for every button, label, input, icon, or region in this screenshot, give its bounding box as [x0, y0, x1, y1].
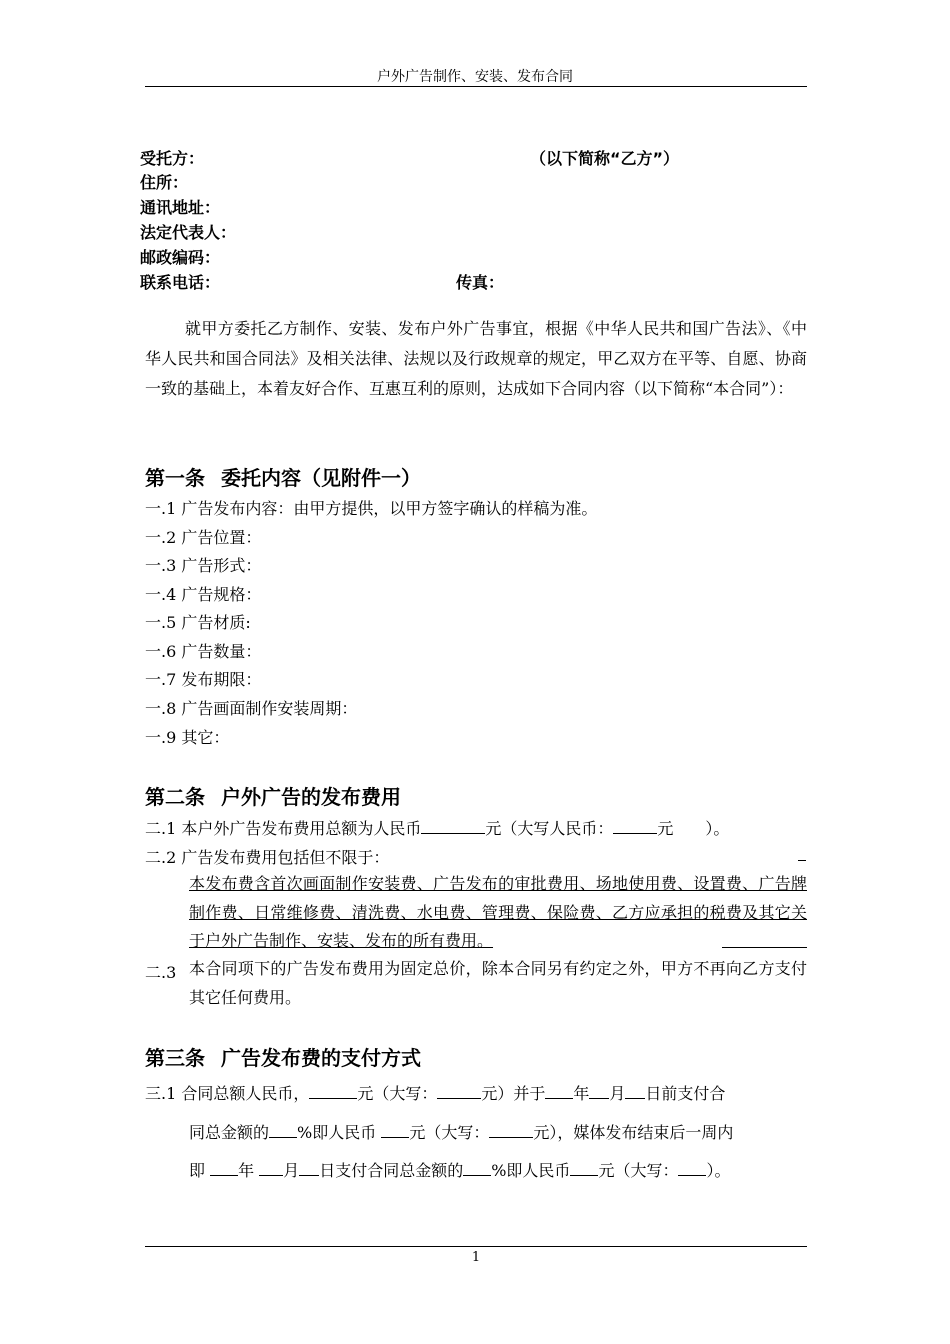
- short-name-note: （以下简称“乙方”）: [530, 149, 680, 168]
- text-segment: 日前支付合: [645, 1084, 726, 1103]
- phone-label: 联系电话：: [140, 273, 221, 292]
- article2-item3-label: 二.3: [145, 963, 177, 982]
- text-segment: 元）并于: [481, 1084, 546, 1103]
- text-segment: 同总金额的: [189, 1123, 270, 1142]
- text-segment: 元），媒体发布结束后一周内: [533, 1123, 734, 1142]
- fill-blank: [299, 1158, 319, 1176]
- article1-number: 第一条: [145, 466, 205, 490]
- header-rule: [145, 86, 807, 87]
- list-item: 一.9 其它：: [145, 728, 230, 747]
- underline-mark: [722, 947, 807, 948]
- amount-words-blank: [613, 816, 657, 834]
- amount-blank: [421, 816, 485, 834]
- article2-heading: [145, 781, 401, 810]
- article1-heading: [145, 462, 421, 491]
- fill-blank: [210, 1158, 238, 1176]
- article3-line2: [189, 1120, 733, 1143]
- article2-number: 第二条: [145, 785, 205, 809]
- article2-item3: 本合同项下的广告发布费用为固定总价，除本合同另有约定之外，甲方不再向乙方支付其它任何费用。: [189, 959, 807, 1007]
- article3-number: 第三条: [145, 1046, 205, 1070]
- text-segment: 元（大写：: [409, 1123, 490, 1142]
- text-segment: 三.1 合同总额人民币，: [145, 1084, 310, 1103]
- text-segment: %即人民币: [491, 1161, 571, 1180]
- list-item: 一.4 广告规格：: [145, 585, 262, 604]
- item1-mid: 元（大写人民币：: [485, 819, 614, 838]
- fill-blank: [570, 1158, 598, 1176]
- article2-item2: 二.2 广告发布费用包括但不限于：: [145, 848, 390, 867]
- fill-blank: [259, 1158, 283, 1176]
- text-segment: 即: [189, 1161, 211, 1180]
- footer-rule: [145, 1246, 807, 1247]
- text-segment: 元（大写：: [357, 1084, 438, 1103]
- fill-blank: [463, 1158, 491, 1176]
- document-title: 户外广告制作、安装、发布合同: [377, 69, 573, 85]
- article3-title: 广告发布费的支付方式: [221, 1046, 421, 1070]
- fax-label: 传真：: [456, 273, 505, 292]
- fill-blank: [437, 1081, 481, 1099]
- fill-blank: [625, 1081, 645, 1099]
- fill-blank: [381, 1120, 409, 1138]
- article3-line1: [145, 1081, 725, 1104]
- fill-blank: [678, 1158, 706, 1176]
- text-segment: 日支付合同总金额的: [319, 1161, 464, 1180]
- text-segment: 月: [609, 1084, 626, 1103]
- text-segment: 月: [283, 1161, 300, 1180]
- list-item: 一.6 广告数量：: [145, 642, 262, 661]
- article3-line3: [189, 1158, 730, 1181]
- text-segment: ）。: [706, 1161, 731, 1180]
- list-item: 一.8 广告画面制作安装周期：: [145, 699, 358, 718]
- underline-mark: [798, 860, 806, 861]
- fill-blank: [269, 1120, 297, 1138]
- intro-paragraph: 就甲方委托乙方制作、安装、发布户外广告事宜，根据《中华人民共和国广告法》、《中华人民共和国合同法》及相关法律、法规以及行政规章的规定，甲乙双方在平等、自愿、协商一致的基础上，本着友好合作、互惠互利的原则，达成如下合同内容（以下简称“本合同”）：: [145, 319, 807, 398]
- mail-address-label: 通讯地址：: [140, 198, 221, 217]
- fill-blank: [309, 1081, 357, 1099]
- fill-blank: [545, 1081, 573, 1099]
- list-item: 一.5 广告材质:: [145, 613, 251, 632]
- article1-title: 委托内容（见附件一）: [221, 466, 421, 490]
- text-segment: %即人民币: [297, 1123, 382, 1142]
- list-item: 一.2 广告位置：: [145, 528, 262, 547]
- legal-rep-label: 法定代表人：: [140, 223, 237, 242]
- list-item: 一.1 广告发布内容：由甲方提供，以甲方签字确认的样稿为准。: [145, 499, 598, 518]
- fill-blank: [489, 1120, 533, 1138]
- text-segment: 元（大写：: [598, 1161, 679, 1180]
- list-item: 一.7 发布期限：: [145, 670, 262, 689]
- list-item: 一.3 广告形式：: [145, 556, 262, 575]
- article3-heading: [145, 1042, 421, 1071]
- text-segment: 年: [238, 1161, 260, 1180]
- postcode-label: 邮政编码：: [140, 248, 221, 267]
- fill-blank: [589, 1081, 609, 1099]
- entrusted-label: 受托方：: [140, 149, 205, 168]
- item1-prefix: 二.1 本户外广告发布费用总额为人民币: [145, 819, 422, 838]
- text-segment: 年: [573, 1084, 590, 1103]
- article2-item2-detail: 本发布费含首次画面制作安装费、广告发布的审批费用、场地使用费、设置费、广告牌制作费、日常维修费、清洗费、水电费、管理费、保险费、乙方应承担的税费及其它关于户外广告制作、安装、发布的所有费用。: [189, 874, 807, 950]
- page-number: 1: [471, 1250, 481, 1265]
- address-label: 住所：: [140, 173, 189, 192]
- article2-title: 户外广告的发布费用: [221, 785, 401, 809]
- item1-suffix: 元 ）。: [657, 819, 730, 838]
- article2-item1: [145, 816, 729, 839]
